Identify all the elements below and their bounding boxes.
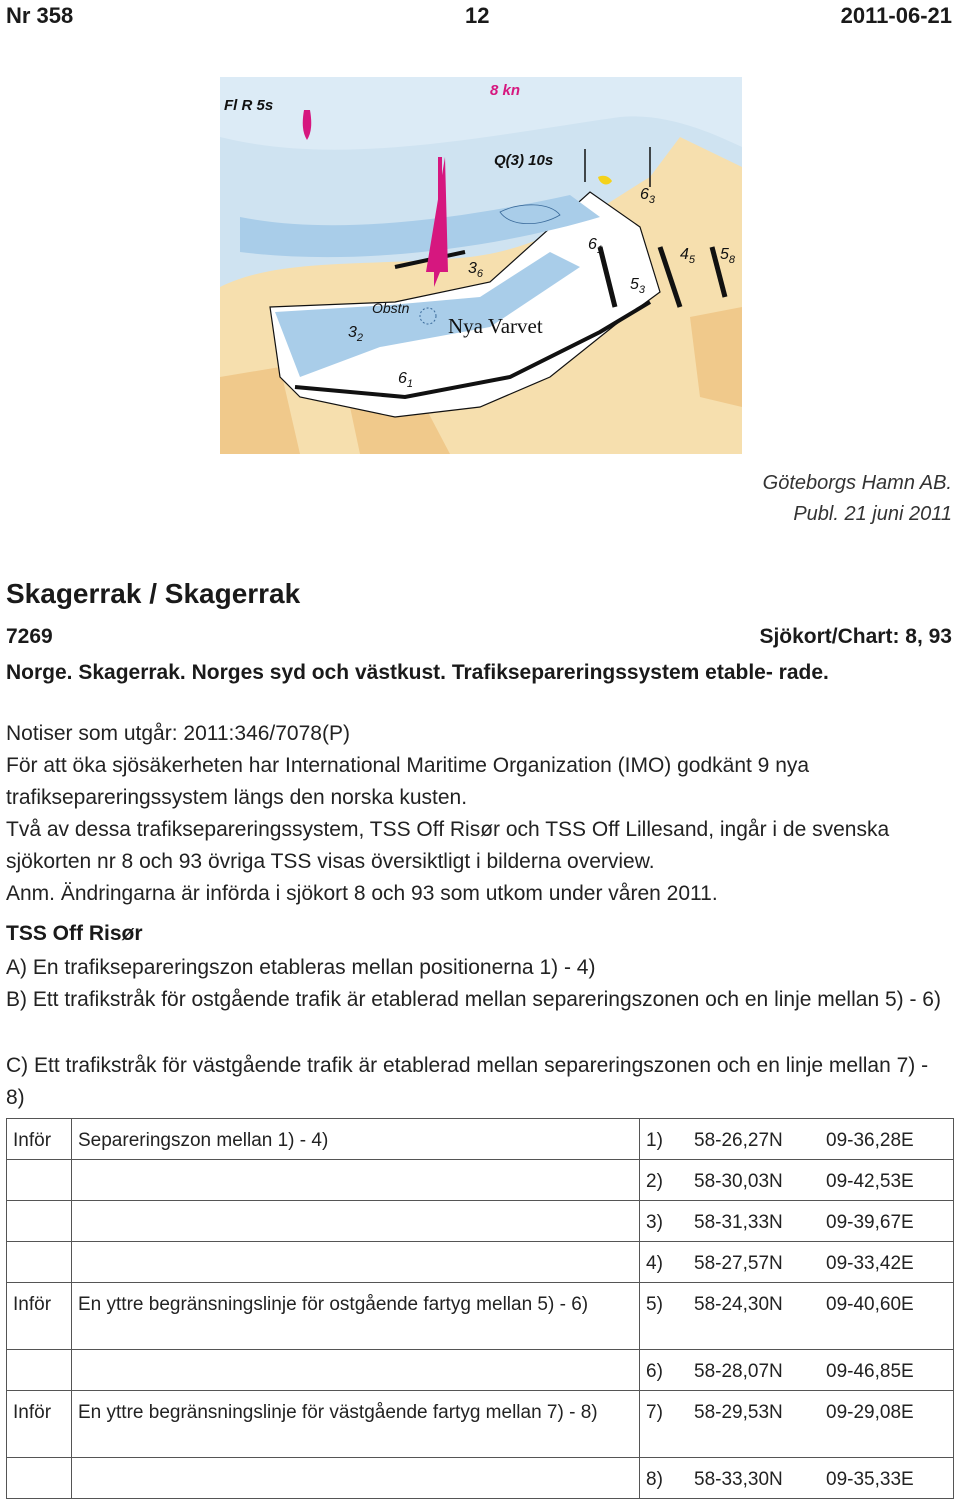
description-cell <box>72 1201 640 1242</box>
action-cell <box>7 1350 72 1391</box>
table-row <box>7 1201 954 1242</box>
latitude-cell: 58-30,03N <box>688 1160 820 1201</box>
action-cell <box>7 1242 72 1283</box>
description-cell <box>72 1242 640 1283</box>
action-cell <box>7 1201 72 1242</box>
action-cell <box>7 1458 72 1499</box>
position-index-cell: 5) <box>640 1283 689 1350</box>
position-index-cell: 8) <box>640 1458 689 1499</box>
table-row <box>7 1458 954 1499</box>
action-cell <box>7 1160 72 1201</box>
description-cell: En yttre begränsningslinje för ostgående fartyg mellan 5) - 6) <box>72 1283 640 1350</box>
position-index-cell: 4) <box>640 1242 689 1283</box>
depth-sounding: $6_1$ <box>588 236 604 256</box>
item-c: C) Ett trafikstråk för västgående trafik är etablerad mellan separeringszonen och en linje mellan 7) - 8) <box>6 1054 929 1109</box>
action-cell: Inför <box>7 1119 72 1160</box>
latitude-cell: 58-26,27N <box>688 1119 820 1160</box>
tss-paragraph: Två av dessa trafiksepareringssystem, TSS Off Risør och TSS Off Lillesand, ingår i de svenska sjökorten nr 8 och 93 övriga TSS visas översiktligt i bilderna overview. <box>6 818 890 873</box>
map-credit-date: Publ. 21 juni 2011 <box>793 503 952 525</box>
depth-sounding: $3_2$ <box>348 324 364 344</box>
table-row <box>7 1283 954 1350</box>
chart-reference: Sjökort/Chart: 8, 93 <box>759 625 952 648</box>
longitude-cell: 09-29,08E <box>820 1391 954 1458</box>
depth-sounding: $3_6$ <box>468 260 484 280</box>
issue-number: Nr 358 <box>6 3 74 28</box>
issue-date: 2011-06-21 <box>840 3 952 28</box>
latitude-cell: 58-33,30N <box>688 1458 820 1499</box>
position-table <box>6 1118 954 1499</box>
description-cell <box>72 1350 640 1391</box>
position-index-cell: 3) <box>640 1201 689 1242</box>
action-cell: Inför <box>7 1391 72 1458</box>
section-title: Skagerrak / Skagerrak <box>6 578 301 609</box>
table-row <box>7 1160 954 1201</box>
latitude-cell: 58-28,07N <box>688 1350 820 1391</box>
description-cell: Separeringszon mellan 1) - 4) <box>72 1119 640 1160</box>
longitude-cell: 09-46,85E <box>820 1350 954 1391</box>
remark-paragraph: Anm. Ändringarna är införda i sjökort 8 och 93 som utkom under våren 2011. <box>6 882 718 905</box>
map-label-harbour: Nya Varvet <box>448 314 543 338</box>
latitude-cell: 58-31,33N <box>688 1201 820 1242</box>
map-credit-source: Göteborgs Hamn AB. <box>762 472 952 494</box>
longitude-cell: 09-39,67E <box>820 1201 954 1242</box>
description-cell <box>72 1160 640 1201</box>
description-cell: En yttre begränsningslinje för västgående fartyg mellan 7) - 8) <box>72 1391 640 1458</box>
latitude-cell: 58-27,57N <box>688 1242 820 1283</box>
item-b: B) Ett trafikstråk för ostgående trafik är etablerad mellan separeringszonen och en linje mellan 5) - 6) <box>6 988 941 1011</box>
table-row <box>7 1119 954 1160</box>
tss-heading: TSS Off Risør <box>6 922 143 945</box>
action-cell: Inför <box>7 1283 72 1350</box>
longitude-cell: 09-35,33E <box>820 1458 954 1499</box>
position-index-cell: 2) <box>640 1160 689 1201</box>
position-index-cell: 6) <box>640 1350 689 1391</box>
table-row <box>7 1242 954 1283</box>
longitude-cell: 09-36,28E <box>820 1119 954 1160</box>
notice-title: Norge. Skagerrak. Norges syd och västkust. Trafiksepareringssystem etable- rade. <box>6 661 829 684</box>
position-index-cell: 7) <box>640 1391 689 1458</box>
item-a: A) En trafiksepareringszon etableras mellan positionerna 1) - 4) <box>6 956 596 979</box>
page-number: 12 <box>465 3 490 28</box>
position-index-cell: 1) <box>640 1119 689 1160</box>
depth-sounding: $4_5$ <box>680 246 696 266</box>
depth-sounding: $6_3$ <box>640 186 656 206</box>
map-label-light2: Q(3) 10s <box>494 152 554 169</box>
map-label-obstn: Obstn <box>372 300 410 316</box>
intro-paragraph: För att öka sjösäkerheten har International Maritime Organization (IMO) godkänt 9 nya trafiksepareringssystem längs den norska kusten. <box>6 754 810 809</box>
longitude-cell: 09-33,42E <box>820 1242 954 1283</box>
description-cell <box>72 1458 640 1499</box>
map-label-light1: Fl R 5s <box>224 97 274 114</box>
table-row <box>7 1391 954 1458</box>
cancelled-notices: Notiser som utgår: 2011:346/7078(P) <box>6 722 350 745</box>
longitude-cell: 09-42,53E <box>820 1160 954 1201</box>
depth-sounding: $6_1$ <box>398 370 414 390</box>
nautical-chart-map <box>220 77 742 454</box>
notice-number: 7269 <box>6 625 53 648</box>
depth-sounding: $5_8$ <box>720 246 736 266</box>
latitude-cell: 58-24,30N <box>688 1283 820 1350</box>
longitude-cell: 09-40,60E <box>820 1283 954 1350</box>
depth-sounding: $5_3$ <box>630 276 646 296</box>
latitude-cell: 58-29,53N <box>688 1391 820 1458</box>
map-label-current: 8 kn <box>490 82 521 99</box>
table-row <box>7 1350 954 1391</box>
